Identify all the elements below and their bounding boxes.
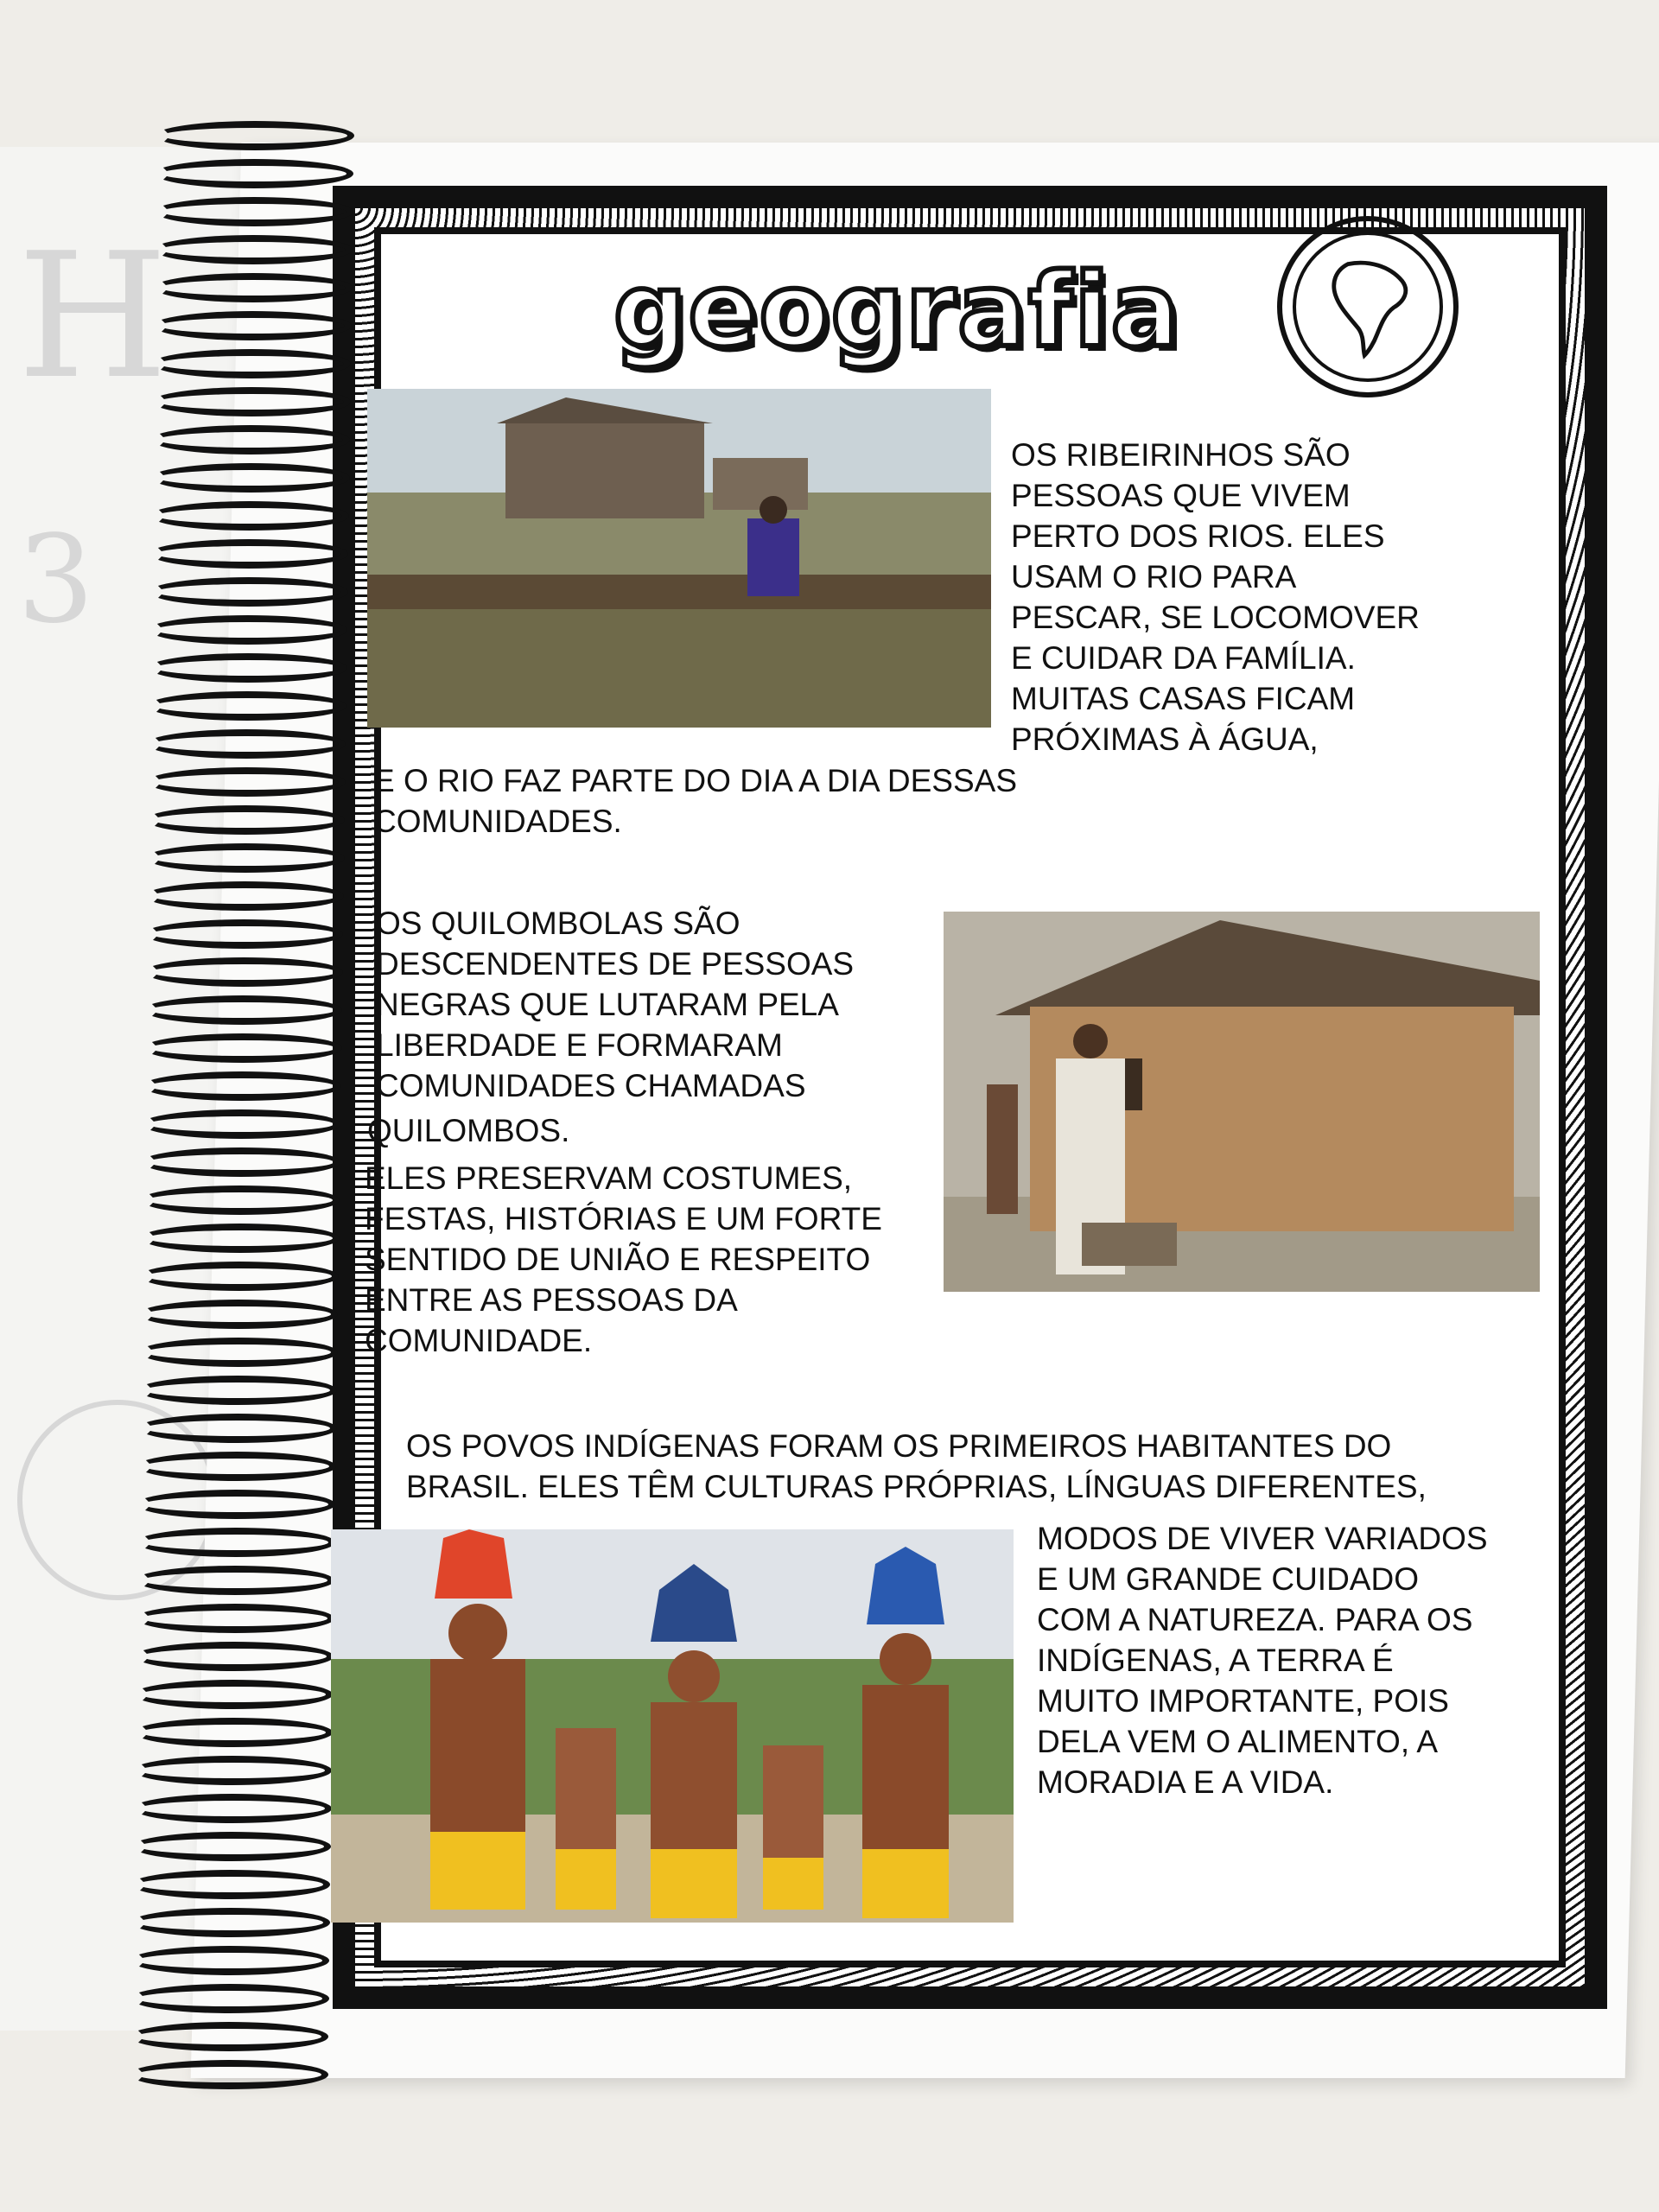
left-page-ghost-number: 3 (17, 510, 95, 651)
spiral-ring (136, 1604, 334, 1633)
spiral-ring (134, 1718, 333, 1747)
spiral-ring (130, 2060, 328, 2089)
spiral-ring (135, 1642, 334, 1671)
ribeirinhos-photo (367, 389, 991, 728)
spiral-ring (151, 463, 350, 493)
indigenas-text-continued: MODOS DE VIVER VARIADOS E UM GRANDE CUIDADO COM A NATUREZA. PARA OS INDÍGENAS, A TERRA É MUITO IMPORTANTE, POIS DELA VEM O ALIMENTO, A MORADIA E A VIDA. (1037, 1521, 1488, 1800)
ribeirinhos-text-continued: E O RIO FAZ PARTE DO DIA A DIA DESSAS COMUNIDADES. (373, 763, 1018, 839)
spiral-ring (151, 425, 350, 454)
spiral-ring (155, 197, 353, 226)
spiral-ring (138, 1376, 337, 1405)
spiral-ring (142, 1109, 340, 1139)
spiral-ring (149, 615, 347, 645)
spiral-ring (130, 1984, 329, 2013)
spiral-ring (146, 805, 345, 835)
spiral-ring (134, 1680, 333, 1709)
continent-outline (1317, 247, 1421, 368)
quilombolas-text-quilombos: QUILOMBOS. (367, 1113, 570, 1148)
spiral-ring (140, 1262, 339, 1291)
spiral-ring (133, 1794, 332, 1823)
spiral-ring (130, 2022, 328, 2051)
spiral-ring (137, 1528, 335, 1557)
spiral-ring (154, 273, 353, 302)
spiral-ring (131, 1870, 330, 1899)
ribeirinhos-text: OS RIBEIRINHOS SÃO PESSOAS QUE VIVEM PERTO DOS RIOS. ELES USAM O RIO PARA PESCAR, SE LOCOMOVER E CUIDAR DA FAMÍLIA. MUITAS CASAS FICAM PRÓXIMAS À ÁGUA, (1011, 437, 1420, 757)
spiral-ring (147, 729, 346, 759)
indigenas-photo (331, 1529, 1014, 1923)
spiral-ring (139, 1338, 338, 1367)
spiral-ring (144, 919, 343, 949)
spiral-ring (149, 653, 347, 683)
spiral-ring (137, 1490, 335, 1519)
spiral-ring (156, 121, 354, 150)
spiral-ring (147, 767, 346, 797)
spiral-ring (130, 1946, 329, 1975)
quilombolas-text-preservation: ELES PRESERVAM COSTUMES, FESTAS, HISTÓRIAS E UM FORTE SENTIDO DE UNIÃO E RESPEITO ENTRE AS PESSOAS DA COMUNIDADE. (365, 1160, 882, 1358)
spiral-ring (146, 843, 345, 873)
spiral-ring (155, 159, 353, 188)
indigenas-text-intro: OS POVOS INDÍGENAS FORAM OS PRIMEIROS HABITANTES DO BRASIL. ELES TÊM CULTURAS PRÓPRIAS, LÍNGUAS DIFERENTES, (406, 1428, 1427, 1504)
quilombolas-photo (944, 912, 1540, 1292)
spiral-ring (143, 1071, 341, 1101)
spiral-ring (148, 691, 346, 721)
spiral-ring (136, 1566, 334, 1595)
south-america-map-icon (1277, 216, 1459, 397)
spiral-ring (142, 1147, 340, 1177)
spiral-ring (141, 1224, 340, 1253)
spiral-ring (139, 1300, 338, 1329)
spiral-ring (154, 235, 353, 264)
page-title: geografia (613, 251, 1182, 370)
spiral-ring (132, 1832, 331, 1861)
spiral-ring (144, 957, 343, 987)
left-page-ghost-letters: H (17, 216, 168, 417)
spiral-binding (130, 121, 337, 2134)
spiral-ring (153, 311, 352, 340)
spiral-ring (138, 1414, 337, 1443)
spiral-ring (143, 1033, 342, 1063)
quilombolas-text-intro: OS QUILOMBOLAS SÃO DESCENDENTES DE PESSOAS NEGRAS QUE LUTARAM PELA LIBERDADE E FORMARAM COMUNIDADES CHAMADAS (376, 906, 855, 1103)
spiral-ring (133, 1756, 332, 1785)
spiral-ring (145, 881, 344, 911)
spiral-ring (149, 577, 348, 607)
spiral-ring (152, 349, 351, 378)
spiral-ring (149, 539, 348, 569)
spiral-ring (137, 1452, 336, 1481)
spiral-ring (143, 995, 342, 1025)
spiral-ring (150, 501, 349, 531)
spiral-ring (141, 1185, 340, 1215)
spiral-ring (131, 1908, 330, 1937)
spiral-ring (152, 387, 351, 416)
